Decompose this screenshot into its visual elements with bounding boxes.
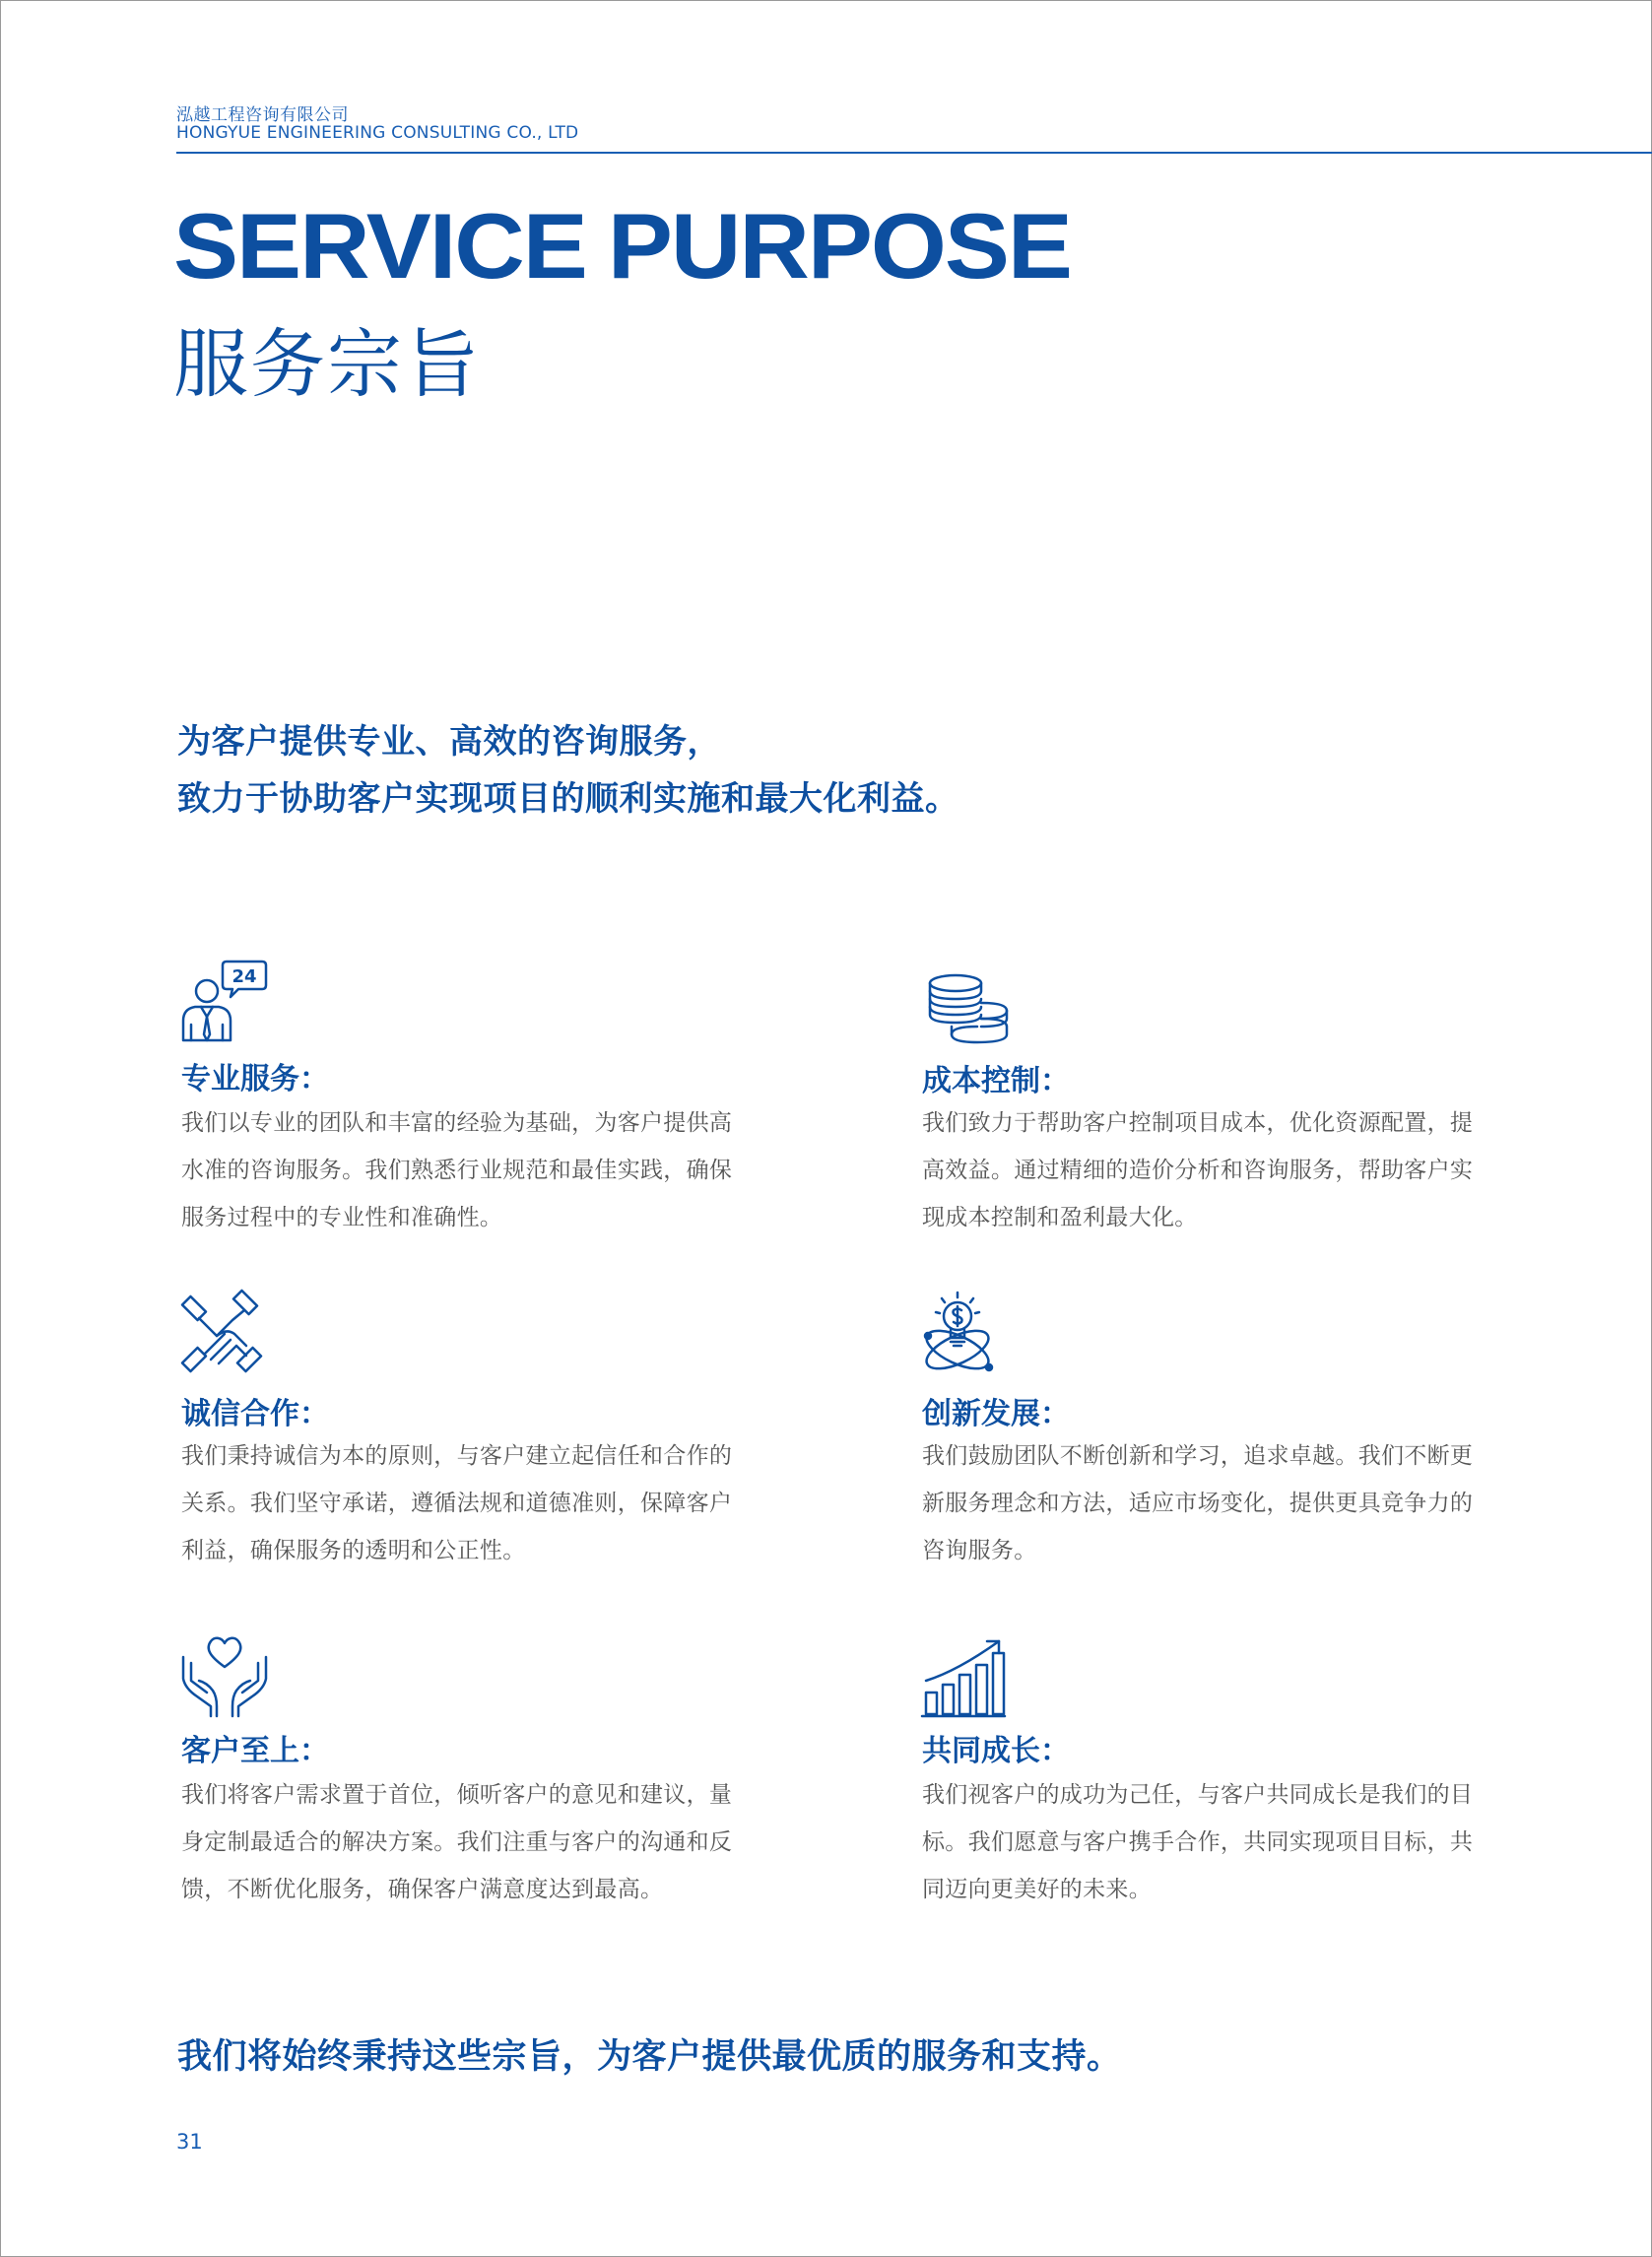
item-body-line: 身定制最适合的解决方案。我们注重与客户的沟通和反 <box>181 1829 733 1855</box>
title-word-2: PURPOSE <box>607 193 1071 298</box>
heart-hands-icon <box>177 1627 272 1722</box>
item-heading: 创新发展： <box>922 1397 1070 1431</box>
service-item-innovation <box>918 1289 1509 1574</box>
item-body-line: 高效益。通过精细的造价分析和咨询服务，帮助客户实 <box>922 1158 1474 1183</box>
service-item-growth <box>918 1627 1509 1913</box>
item-body-line: 我们以专业的团队和丰富的经验为基础，为客户提供高 <box>181 1110 733 1136</box>
item-body-line: 我们致力于帮助客户控制项目成本，优化资源配置，提 <box>922 1110 1474 1136</box>
item-heading: 成本控制： <box>922 1064 1070 1098</box>
item-body <box>922 1771 1503 1913</box>
company-name-en: HONGYUE ENGINEERING CONSULTING CO., LTD <box>176 123 579 143</box>
item-heading: 诚信合作： <box>181 1397 329 1431</box>
customer-service-24-icon <box>177 956 272 1050</box>
title-word-1: SERVICE <box>173 193 586 298</box>
item-body <box>922 1432 1503 1574</box>
coin-stack-icon <box>918 956 1013 1050</box>
intro-statement <box>177 713 959 828</box>
item-body <box>181 1099 762 1241</box>
item-body <box>181 1432 762 1574</box>
idea-bulb-icon <box>918 1289 1013 1383</box>
service-item-customer-first <box>177 1627 768 1913</box>
item-heading: 共同成长： <box>922 1734 1070 1768</box>
item-body-line: 标。我们愿意与客户携手合作，共同实现项目目标，共 <box>922 1829 1474 1855</box>
item-body-line: 利益，确保服务的透明和公正性。 <box>181 1538 526 1563</box>
item-body-line: 我们视客户的成功为己任，与客户共同成长是我们的目 <box>922 1782 1474 1808</box>
page-number: 31 <box>176 2130 203 2154</box>
item-heading: 客户至上： <box>181 1734 329 1768</box>
item-body-line: 同迈向更美好的未来。 <box>922 1877 1152 1902</box>
service-item-integrity <box>177 1289 768 1574</box>
intro-line-1: 为客户提供专业、高效的咨询服务， <box>177 722 721 762</box>
item-body <box>181 1771 762 1913</box>
service-item-cost-control <box>918 956 1509 1241</box>
item-body-line: 关系。我们坚守承诺，遵循法规和道德准则，保障客户 <box>181 1491 733 1516</box>
closing-statement: 我们将始终秉持这些宗旨，为客户提供最优质的服务和支持。 <box>177 2037 1122 2077</box>
item-body-line: 我们鼓励团队不断创新和学习，追求卓越。我们不断更 <box>922 1443 1474 1469</box>
item-body <box>922 1099 1503 1241</box>
item-body-line: 服务过程中的专业性和准确性。 <box>181 1205 503 1230</box>
item-body-line: 咨询服务。 <box>922 1538 1037 1563</box>
service-item-professional <box>177 956 768 1241</box>
item-body-line: 水准的咨询服务。我们熟悉行业规范和最佳实践，确保 <box>181 1158 733 1183</box>
item-body-line: 新服务理念和方法，适应市场变化，提供更具竞争力的 <box>922 1491 1474 1516</box>
growth-chart-icon <box>918 1627 1013 1722</box>
header-divider <box>176 152 1652 154</box>
item-body-line: 我们将客户需求置于首位，倾听客户的意见和建议，量 <box>181 1782 733 1808</box>
page-title-en <box>173 193 1071 298</box>
company-name-cn: 泓越工程咨询有限公司 <box>176 105 349 125</box>
svg-text:24: 24 <box>231 966 257 987</box>
page-title-cn: 服务宗旨 <box>173 320 481 408</box>
intro-line-2: 致力于协助客户实现项目的顺利实施和最大化利益。 <box>177 779 959 819</box>
item-body-line: 我们秉持诚信为本的原则，与客户建立起信任和合作的 <box>181 1443 733 1469</box>
handshake-icon <box>177 1289 272 1383</box>
item-body-line: 现成本控制和盈利最大化。 <box>922 1205 1198 1230</box>
item-body-line: 馈，不断优化服务，确保客户满意度达到最高。 <box>181 1877 664 1902</box>
item-heading: 专业服务： <box>181 1062 329 1096</box>
